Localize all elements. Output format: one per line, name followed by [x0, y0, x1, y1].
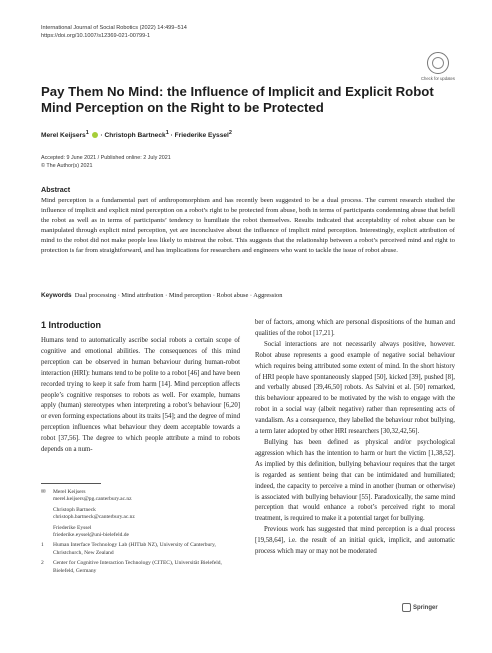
- paragraph: ber of factors, among which are personal dispositions of the human and qualities of the robot [17,21].: [255, 319, 455, 337]
- paragraph: Bullying has been defined as physical and/or psychological aggression which has the intention to harm or hurt the victim [1,38,52]. As implied by this definition, bullying behaviour requires that the target is regarded as sentient being that can be intimidated and humiliated; indeed, the capacity to perceive a mind in another (human or otherwise) is associated with bullying behaviour [55]. Paradoxically, the same mind perception that would enhance a robot’s perceived right to moral treatment, is required to make it a potential target for bullying.: [255, 438, 455, 523]
- author-affiliation-mark: 1: [165, 130, 169, 136]
- affiliation-number: 1: [41, 542, 44, 549]
- check-for-updates-badge[interactable]: [421, 52, 455, 81]
- contact-name: Merel Keijsers: [53, 489, 86, 495]
- author-list: Merel Keijsers$^1$ · Christoph Bartneck$^1$ · Friederike Eyssel$^2$: [41, 130, 232, 140]
- affiliations: [41, 489, 241, 578]
- publisher-name: Springer: [413, 605, 438, 612]
- author-name: Merel Keijsers: [41, 132, 86, 140]
- author-name: Christoph Bartneck: [104, 132, 166, 140]
- contact-email[interactable]: merel.keijsers@pg.canterbury.ac.nz: [53, 496, 132, 503]
- publisher-logo: [402, 603, 438, 612]
- keywords: [41, 292, 282, 299]
- abstract-heading: Abstract: [41, 185, 71, 194]
- contact-name: Christoph Bartneck: [53, 506, 96, 513]
- check-for-updates-icon: [427, 52, 449, 74]
- body-column-left: [41, 336, 240, 456]
- author-affiliation-mark: 1: [85, 130, 89, 136]
- journal-header: [41, 24, 187, 40]
- orcid-icon[interactable]: [92, 132, 98, 138]
- doi-link[interactable]: https://doi.org/10.1007/s12369-021-00799-1: [41, 33, 151, 39]
- footnote-divider: [41, 483, 101, 484]
- springer-horse-icon: [402, 603, 411, 612]
- affiliation-number: 2: [41, 560, 44, 567]
- dates-line: Accepted: 9 June 2021 / Published online: 2 July 2021: [41, 155, 171, 161]
- section-heading: 1 Introduction: [41, 320, 101, 330]
- paragraph: Humans tend to automatically ascribe social robots a certain scope of cognitive and emotional abilities. The consequences of this mind perception can be observed in human behaviour during human-robot interaction (HRI): humans tend to be polite to a robot [46] and have been recorded trying to keep it safe from harm [14]. Mind perception affects people’s cognitive responses to robots as well. For example, humans apply (human) stereotypes when interpreting a robot’s behaviour [6,20] or even forming expectations about its traits [54]; and the degree of mind perception influences what behaviour they deem acceptable towards a robot [37,56]. The degree to which people attribute a mind to robots depends on a num-: [41, 337, 240, 454]
- copyright-line: © The Author(s) 2021: [41, 162, 93, 169]
- keywords-text: Dual processing · Mind attribution · Mind perception · Robot abuse · Aggression: [74, 292, 283, 299]
- contact-name: Friederike Eyssel: [53, 524, 92, 531]
- paragraph: Social interactions are not necessarily always positive, however. Robot abuse represents a good example of negative social behaviour which requires being attributed some extent of mind. In the short history of HRI people have spontaneously slapped [50], kicked [39], pushed [8], and verbally abused [39,46,50] robots. As Salvini et al. [50] remarked, this behaviour appeared to be motivated by the wish to engage with the robot in a social way (albeit negative) rather than representing acts of vandalism. As a consequence, they labelled the behaviour robot bullying, a term later adopted by other HRI researchers [30,32,42,56].: [255, 340, 455, 436]
- contact-email[interactable]: christoph.bartneck@canterbury.ac.nz: [53, 514, 135, 521]
- author-affiliation-mark: 2: [228, 130, 232, 136]
- affiliation-text: Human Interface Technology Lab (HITlab NZ), University of Canterbury, Christchurch, New Zealand: [53, 542, 216, 556]
- journal-citation: International Journal of Social Robotics (2022) 14:499–514: [41, 25, 187, 31]
- body-column-right: [255, 318, 455, 558]
- author-name: Friederike Eyssel: [174, 132, 229, 140]
- keywords-label: Keywords: [41, 292, 72, 299]
- envelope-icon: ✉: [41, 489, 46, 495]
- article-title: Pay Them No Mind: the Influence of Implicit and Explicit Robot Mind Perception on the Right to be Protected: [41, 84, 434, 115]
- paragraph: Previous work has suggested that mind perception is a dual process [19,58,64], i.e. the result of an initial quick, implicit, and automatic process which may or may not be moderated: [255, 526, 455, 556]
- contact-email[interactable]: friederike.eyssel@uni-bielefeld.de: [53, 532, 129, 539]
- badge-label: Check for updates: [421, 76, 455, 81]
- abstract-text: Mind perception is a fundamental part of anthropomorphism and has recently been suggested to be a dual process. The current research studied the influence of implicit and explicit mind perception on a robot’s right to be protected from abuse, both in terms of participants condemning abuse that befell the robot as well as in terms of participants’ tendency to humiliate the robot themselves. Results indicated that acceptability of robot abuse can be manipulated through explicit mind perception, yet are inconclusive about the influence of implicit mind perception. Interestingly, explicit attribution of mind to the robot did not make people less likely to mistreat the robot. This suggests that the relationship between a robot’s perceived mind and right to protection is far from straightforward, and has implications for researchers and engineers who want to tackle the issue of robot abuse.: [41, 197, 455, 254]
- affiliation-text: Center for Cognitive Interaction Technology (CITEC), Universität Bielefeld, Bielefeld, Germany: [53, 560, 222, 574]
- publication-dates: [41, 155, 171, 170]
